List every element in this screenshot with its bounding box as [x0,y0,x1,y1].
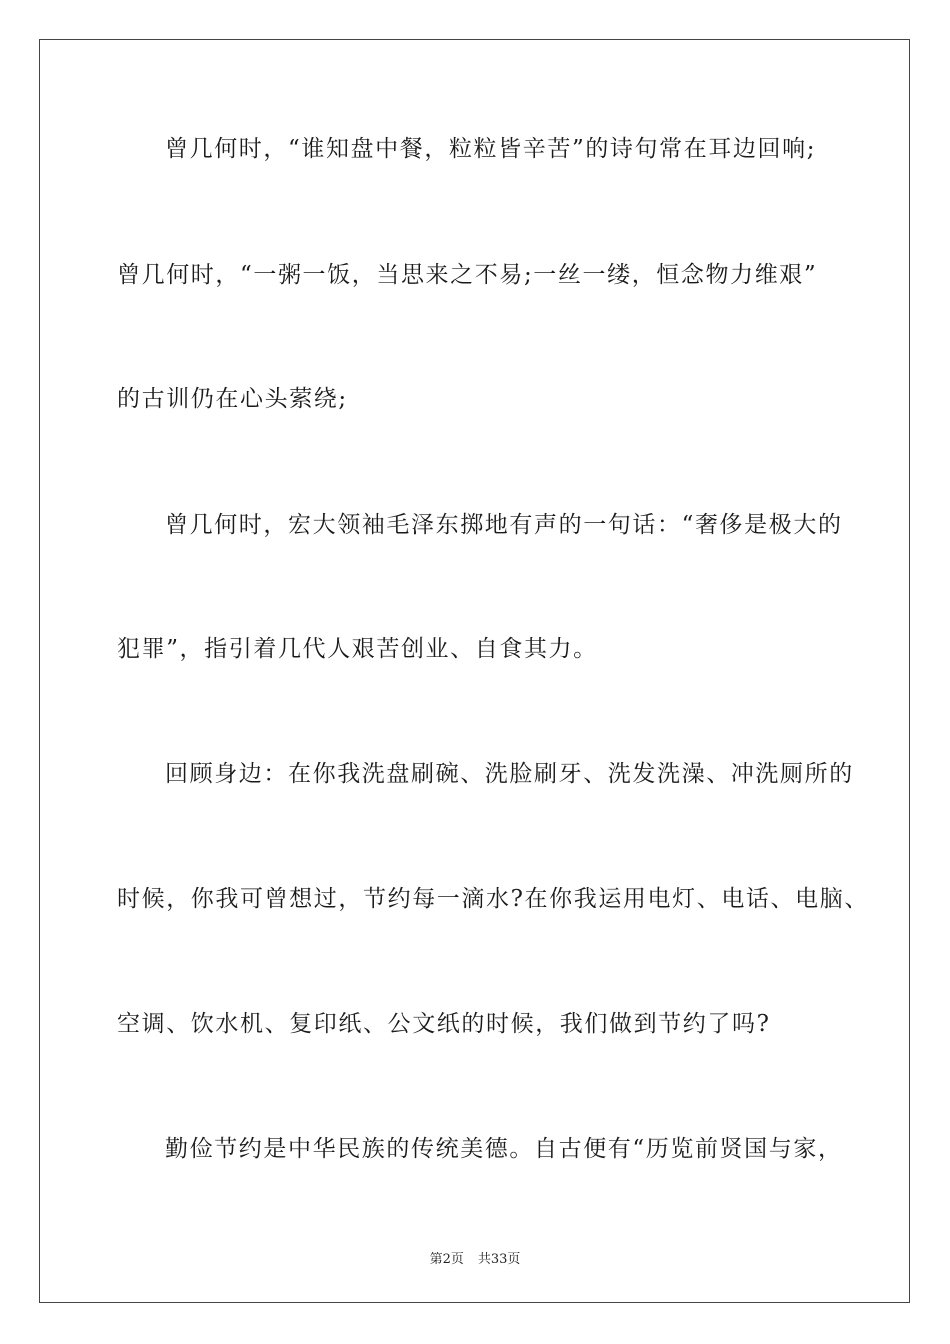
paragraph-2-line-1: 曾几何时，“一粥一饭，当思来之不易;一丝一缕，恒念物力维艰” [117,262,818,288]
paragraph-4-line-3: 空调、饮水机、复印纸、公文纸的时候，我们做到节约了吗? [117,1011,771,1037]
page-total: 共33页 [477,1252,521,1267]
paragraph-3-line-1: 曾几何时，宏大领袖毛泽东掷地有声的一句话：“奢侈是极大的 [165,512,843,538]
page-number: 第2页 [429,1252,464,1267]
paragraph-3-line-2: 犯罪”，指引着几代人艰苦创业、自食其力。 [117,636,598,662]
page-footer [0,1248,950,1267]
paragraph-1-line-1: 曾几何时，“谁知盘中餐，粒粒皆辛苦”的诗句常在耳边回响; [165,136,817,162]
paragraph-5-line-1: 勤俭节约是中华民族的传统美德。自古便有“历览前贤国与家， [165,1136,843,1162]
paragraph-2-line-2: 的古训仍在心头萦绕; [117,386,348,412]
paragraph-4-line-2: 时候，你我可曾想过，节约每一滴水?在你我运用电灯、电话、电脑、 [117,886,869,912]
paragraph-4-line-1: 回顾身边：在你我洗盘刷碗、洗脸刷牙、洗发洗澡、冲洗厕所的 [165,761,854,787]
page-border [39,39,910,1303]
